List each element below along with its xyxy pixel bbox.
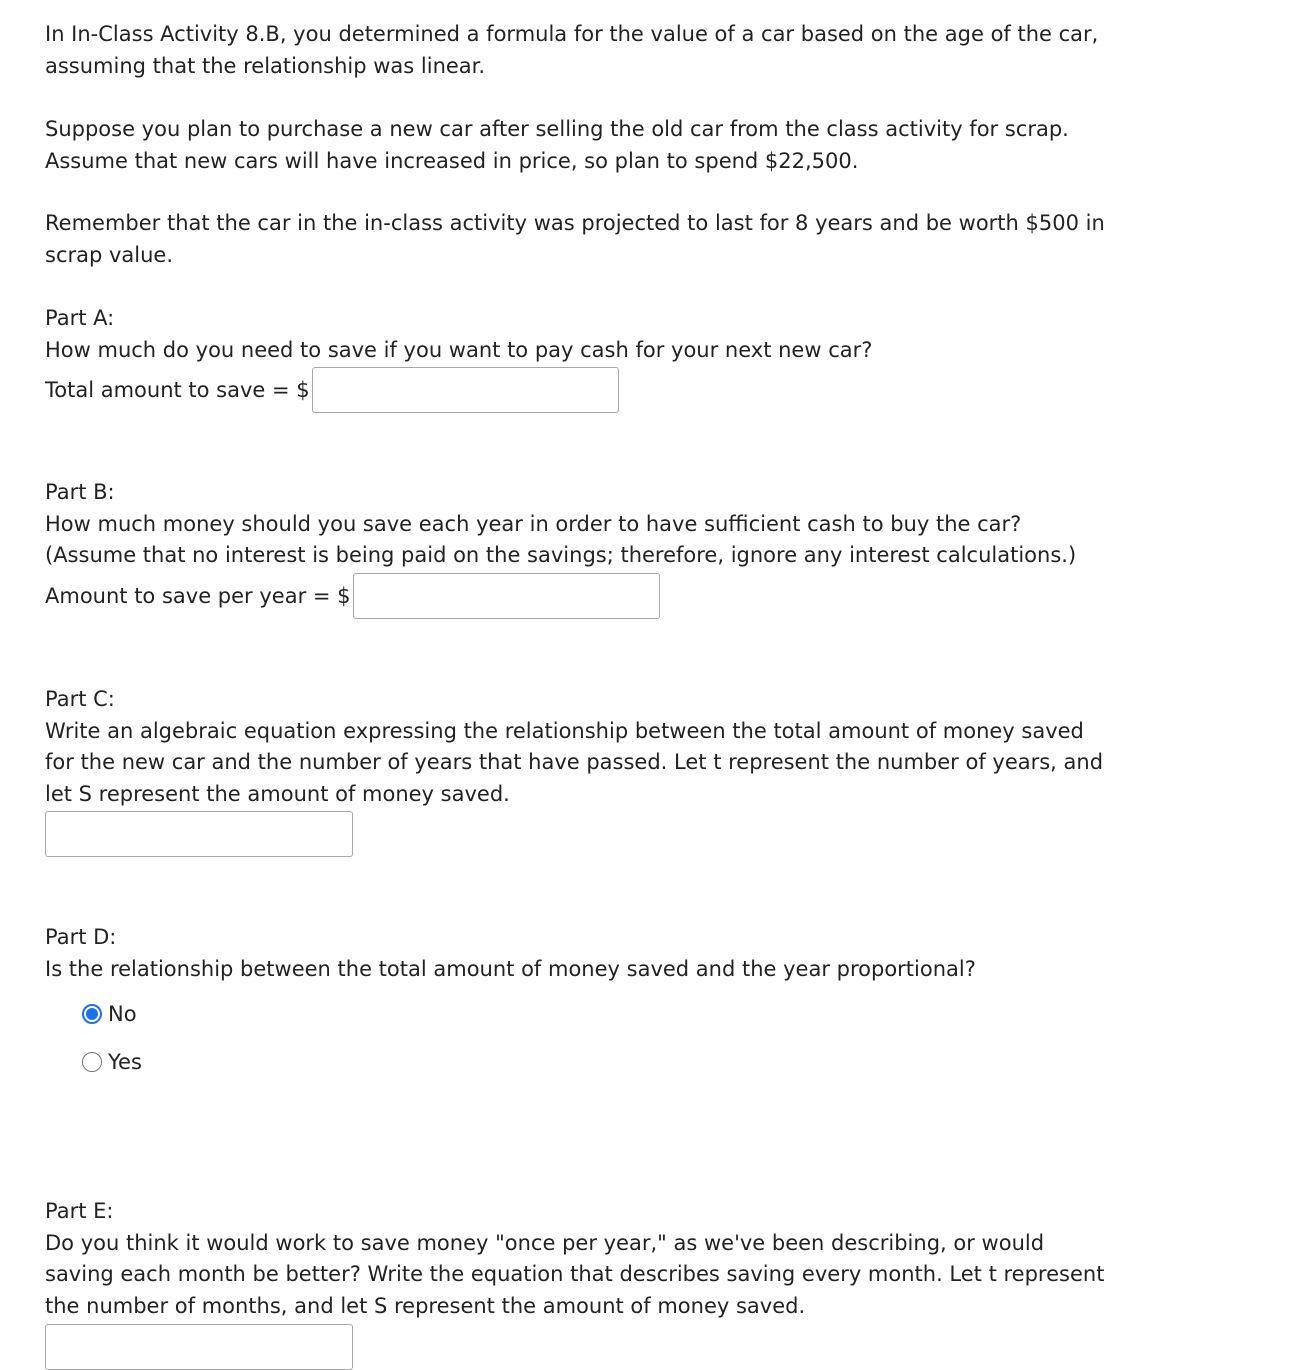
intro-paragraph-3 xyxy=(45,208,1115,271)
intro-paragraph-1 xyxy=(45,19,1115,82)
part-c-question-line-2: for the new car and the number of years that have passed. Let t represent the number of years, and xyxy=(45,750,1104,774)
intro-paragraph-1-line-2: assuming that the relationship was linear. xyxy=(45,53,486,78)
part-b-amount-per-year-input[interactable] xyxy=(353,573,660,619)
part-d-heading: Part D: xyxy=(45,925,117,949)
part-b-question-line-2: (Assume that no interest is being paid on the savings; therefore, ignore any interest calculations.) xyxy=(45,543,1077,567)
part-c-heading: Part C: xyxy=(45,687,115,711)
intro-paragraph-2-line-2: Assume that new cars will have increased in price, so plan to spend $22,500. xyxy=(45,148,859,173)
part-d-option-no-label: No xyxy=(108,1002,137,1026)
radio-selected-icon[interactable] xyxy=(82,1004,102,1024)
part-d-section xyxy=(45,922,1115,985)
part-a-section xyxy=(45,303,1115,366)
part-e-question-line-2: saving each month be better? Write the equation that describes saving every month. Let t represent xyxy=(45,1262,1105,1286)
part-d-option-no[interactable] xyxy=(82,1002,137,1026)
part-b-field-row xyxy=(45,573,660,619)
part-c-question-line-3: let S represent the amount of money saved. xyxy=(45,781,510,806)
intro-paragraph-3-line-2: scrap value. xyxy=(45,242,174,267)
part-a-field-label: Total amount to save = $ xyxy=(45,378,310,402)
intro-paragraph-1-line-1: In In-Class Activity 8.B, you determined a formula for the value of a car based on the age of the car, xyxy=(45,22,1099,46)
part-b-heading: Part B: xyxy=(45,480,115,504)
part-a-field-row xyxy=(45,367,619,413)
part-e-section xyxy=(45,1196,1115,1322)
part-e-question-line-3: the number of months, and let S represent the amount of money saved. xyxy=(45,1293,806,1318)
intro-paragraph-2 xyxy=(45,114,1115,177)
part-a-heading: Part A: xyxy=(45,306,115,330)
part-c-equation-input[interactable] xyxy=(45,811,353,857)
part-a-total-amount-input[interactable] xyxy=(312,367,619,413)
radio-unselected-icon[interactable] xyxy=(82,1052,102,1072)
intro-paragraph-3-line-1: Remember that the car in the in-class activity was projected to last for 8 years and be worth $500 in xyxy=(45,211,1105,235)
part-e-heading: Part E: xyxy=(45,1199,114,1223)
part-c-question-line-1: Write an algebraic equation expressing the relationship between the total amount of money saved xyxy=(45,718,1084,743)
part-d-option-yes[interactable] xyxy=(82,1050,142,1074)
part-e-question-line-1: Do you think it would work to save money "once per year," as we've been describing, or would xyxy=(45,1230,1045,1255)
part-e-equation-input[interactable] xyxy=(45,1324,353,1370)
part-b-question-line-1: How much money should you save each year in order to have sufficient cash to buy the car? xyxy=(45,511,1022,536)
part-c-section xyxy=(45,684,1115,810)
part-d-option-yes-label: Yes xyxy=(108,1050,142,1074)
part-b-field-label: Amount to save per year = $ xyxy=(45,584,351,608)
part-c-field-row xyxy=(45,811,353,857)
intro-paragraph-2-line-1: Suppose you plan to purchase a new car after selling the old car from the class activity for scrap. xyxy=(45,117,1069,141)
part-a-question: How much do you need to save if you want to pay cash for your next new car? xyxy=(45,337,873,362)
part-e-field-row xyxy=(45,1324,353,1370)
part-d-question: Is the relationship between the total amount of money saved and the year proportional? xyxy=(45,956,976,981)
part-b-section xyxy=(45,477,1115,572)
